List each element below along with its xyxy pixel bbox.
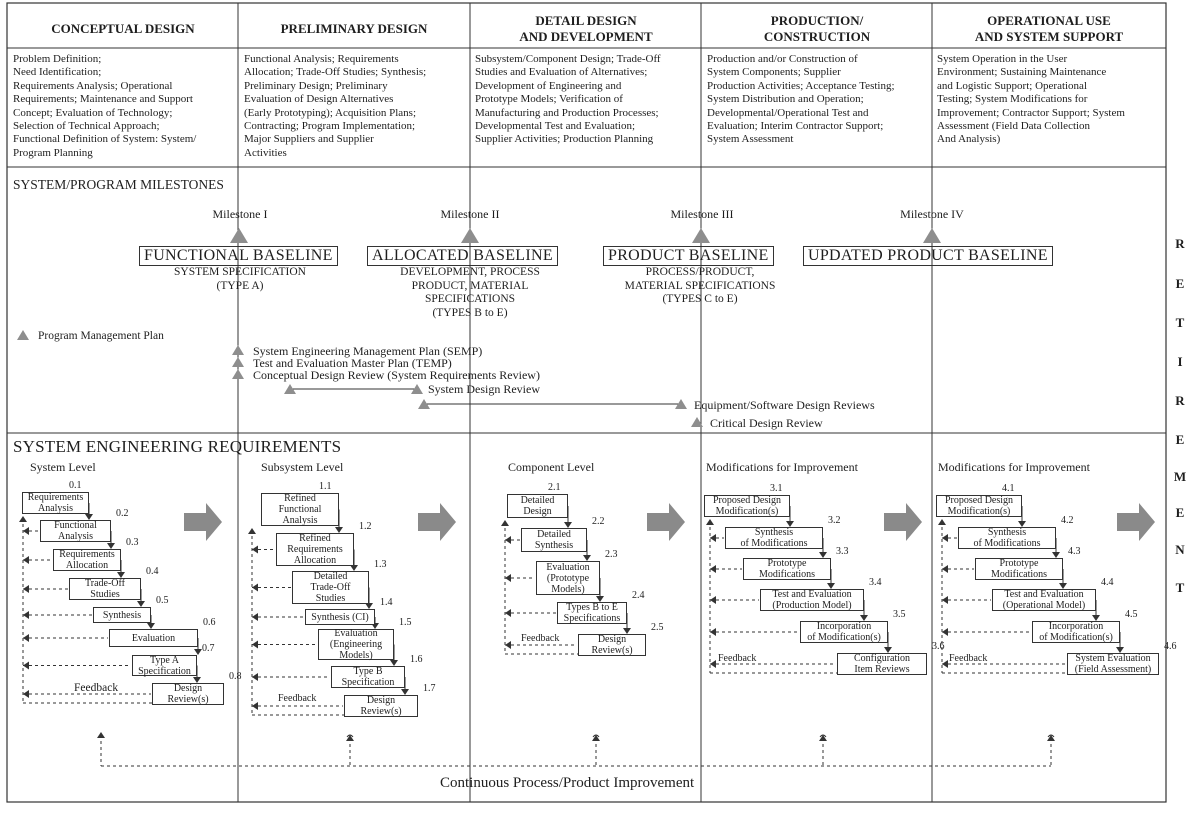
production-feedback-arrow-icon [710, 534, 716, 542]
phase-title-production: PRODUCTION/ CONSTRUCTION [763, 13, 871, 44]
production-step-box: Prototype Modifications [743, 558, 831, 580]
allocated-baseline-box: ALLOCATED BASELINE [367, 246, 558, 266]
milestone-4-triangle-icon [923, 228, 941, 243]
operational-step-number: 4.2 [1061, 515, 1074, 526]
updated-product-baseline-box: UPDATED PRODUCT BASELINE [803, 246, 1053, 266]
equipment-review-triangle-icon [675, 399, 687, 409]
system-step-number: 0.4 [146, 566, 159, 577]
subsystem-step-box: Refined Requirements Allocation [276, 533, 354, 566]
production-step-box: Proposed Design Modification(s) [704, 495, 790, 517]
system-step-box: Trade-Off Studies [69, 578, 141, 600]
operational-step-box: Proposed Design Modification(s) [936, 495, 1022, 517]
production-step-number: 3.6 [932, 641, 945, 652]
phase-arrow-icon [884, 503, 922, 541]
production-step-box: Configuration Item Reviews [837, 653, 927, 675]
phase-desc-production: Production and/or Construction of System Components; Supplier Production Activities; Acceptance Testing; System Distribution and Operation; Developmental/Operational Test and Evaluation; Interim Contractor Support; System Assessment [707, 53, 895, 146]
subsystem-step-number: 1.2 [359, 521, 372, 532]
phase-arrow-icon [1117, 503, 1155, 541]
production-step-number: 3.2 [828, 515, 841, 526]
component-feedback-arrow-icon [505, 574, 511, 582]
production-step-number: 3.4 [869, 577, 882, 588]
system-feedback-arrow-icon [23, 690, 29, 698]
production-step-number: 3.5 [893, 609, 906, 620]
system-step-number: 0.6 [203, 617, 216, 628]
program-management-plan-label: Program Management Plan [38, 330, 164, 342]
temp-triangle-icon [232, 357, 244, 367]
system-step-box: Requirements Analysis [22, 492, 89, 514]
subsystem-step-box: Design Review(s) [344, 695, 418, 717]
critical-review-label: Critical Design Review [710, 416, 823, 430]
subsystem-feedback-arrow-icon [252, 613, 258, 621]
phase-title-detail: DETAIL DESIGN AND DEVELOPMENT [519, 13, 653, 44]
functional-baseline-box: FUNCTIONAL BASELINE [139, 246, 338, 266]
phase-title-preliminary: PRELIMINARY DESIGN [280, 21, 428, 36]
equipment-review-start-triangle-icon [418, 399, 430, 409]
subsystem-feedback-arrow-icon [252, 641, 258, 649]
operational-step-number: 4.3 [1068, 546, 1081, 557]
production-feedback-arrow-icon [710, 628, 716, 636]
milestone-2-triangle-icon [461, 228, 479, 243]
retirement-letter: I [1177, 354, 1183, 369]
retirement-letter: R [1175, 236, 1185, 251]
component-step-box: Design Review(s) [578, 634, 646, 656]
production-step-number: 3.3 [836, 546, 849, 557]
component-step-box: Types B to E Specifications [557, 602, 627, 624]
continuous-improvement-label: Continuous Process/Product Improvement [440, 775, 695, 791]
requirements-section-title: SYSTEM ENGINEERING REQUIREMENTS [13, 437, 342, 456]
component-step-number: 2.5 [651, 622, 664, 633]
phase-title-conceptual: CONCEPTUAL DESIGN [51, 21, 195, 36]
subsystem-step-number: 1.1 [319, 481, 332, 492]
production-feedback-label: Feedback [718, 653, 757, 664]
cdr-triangle-icon [232, 369, 244, 379]
phase-desc-detail: Subsystem/Component Design; Trade-Off Studies and Evaluation of Alternatives; Development of Engineering and Prototype Models; Verification of Manufacturing and Production Processes; Developmental Test and Evaluation; Supplier Activities; Production Planning [475, 53, 661, 146]
production-step-box: Synthesis of Modifications [725, 527, 823, 549]
production-feedback-arrow-icon [710, 596, 716, 604]
continuous-arrow-icon [346, 735, 354, 741]
component-step-number: 2.2 [592, 516, 605, 527]
production-mods-label: Modifications for Improvement [706, 460, 858, 474]
system-step-box: Evaluation [109, 629, 198, 647]
continuous-arrow-icon [592, 735, 600, 741]
system-step-box: Synthesis [93, 607, 151, 623]
operational-feedback-arrow-icon [942, 596, 948, 604]
continuous-arrow-icon [1047, 735, 1055, 741]
production-step-box: Test and Evaluation (Production Model) [760, 589, 864, 611]
system-step-number: 0.2 [116, 508, 129, 519]
conceptual-review-label: Conceptual Design Review (System Requirements Review) [253, 368, 540, 382]
system-step-box: Type A Specification [132, 655, 197, 676]
retirement-letter: E [1175, 276, 1185, 291]
subsystem-step-box: Refined Functional Analysis [261, 493, 339, 526]
system-feedback-arrow-icon [23, 527, 29, 535]
retirement-letter: T [1175, 315, 1185, 330]
semp-triangle-icon [232, 345, 244, 355]
functional-baseline-desc: SYSTEM SPECIFICATION (TYPE A) [174, 266, 306, 292]
subsystem-step-number: 1.6 [410, 654, 423, 665]
retirement-letter: E [1175, 505, 1185, 520]
milestones-section-title: SYSTEM/PROGRAM MILESTONES [13, 177, 224, 192]
phase-title-operational: OPERATIONAL USE AND SYSTEM SUPPORT [974, 13, 1124, 44]
component-feedback-label: Feedback [521, 633, 560, 644]
operational-feedback-label: Feedback [949, 653, 988, 664]
system-step-number: 0.1 [69, 480, 82, 491]
system-step-number: 0.8 [229, 671, 242, 682]
subsystem-step-box: Detailed Trade-Off Studies [292, 571, 369, 604]
operational-feedback-arrow-icon [942, 628, 948, 636]
component-step-box: Detailed Design [507, 494, 568, 518]
system-feedback-label: Feedback [74, 682, 119, 694]
operational-mods-label: Modifications for Improvement [938, 460, 1090, 474]
system-step-number: 0.3 [126, 537, 139, 548]
subsystem-feedback-arrow-icon [252, 673, 258, 681]
system-design-review-triangle-icon [411, 384, 423, 394]
component-step-number: 2.3 [605, 549, 618, 560]
phase-arrow-icon [184, 503, 222, 541]
operational-step-number: 4.5 [1125, 609, 1138, 620]
equipment-review-label: Equipment/Software Design Reviews [694, 398, 875, 412]
retirement-letter: E [1175, 432, 1185, 447]
production-feedback-arrow-icon [710, 660, 716, 668]
semp-label: System Engineering Management Plan (SEMP) [253, 344, 483, 358]
subsystem-feedback-arrow-icon [252, 546, 258, 554]
operational-step-number: 4.6 [1164, 641, 1177, 652]
operational-step-box: Test and Evaluation (Operational Model) [992, 589, 1096, 611]
system-step-box: Functional Analysis [40, 520, 111, 542]
pmp-triangle-icon [17, 330, 29, 340]
component-feedback-arrow-icon [505, 609, 511, 617]
subsystem-level-label: Subsystem Level [261, 460, 344, 474]
system-step-number: 0.5 [156, 595, 169, 606]
critical-review-triangle-icon [691, 417, 703, 427]
operational-feedback-arrow-icon [942, 660, 948, 668]
system-level-label: System Level [30, 460, 96, 474]
component-step-box: Evaluation (Prototype Models) [536, 561, 600, 595]
production-feedback-arrow-icon [710, 565, 716, 573]
system-feedback-arrow-icon [23, 556, 29, 564]
system-step-box: Requirements Allocation [53, 549, 121, 571]
phase-arrow-icon [418, 503, 456, 541]
operational-step-number: 4.1 [1002, 483, 1015, 494]
phase-arrow-icon [647, 503, 685, 541]
subsystem-step-number: 1.7 [423, 683, 436, 694]
component-step-number: 2.1 [548, 482, 561, 493]
continuous-arrow-icon [97, 732, 105, 738]
operational-step-box: Incorporation of Modification(s) [1032, 621, 1120, 643]
system-feedback-arrow-icon [23, 662, 29, 670]
component-feedback-arrow-icon [505, 641, 511, 649]
subsystem-step-number: 1.5 [399, 617, 412, 628]
component-level-label: Component Level [508, 460, 595, 474]
subsystem-step-box: Synthesis (CI) [305, 609, 375, 625]
component-step-number: 2.4 [632, 590, 645, 601]
product-baseline-box: PRODUCT BASELINE [603, 246, 774, 266]
phase-desc-operational: System Operation in the User Environment; Sustaining Maintenance and Logistic Support; Operational Testing; System Modifications for Improvement; Contractor Support; System Assessment (Field Data Collection And Analysis) [937, 53, 1125, 146]
subsystem-feedback-arrow-icon [252, 702, 258, 710]
production-step-box: Incorporation of Modification(s) [800, 621, 888, 643]
allocated-baseline-desc: DEVELOPMENT, PROCESS PRODUCT, MATERIAL SPECIFICATIONS (TYPES B to E) [400, 266, 540, 319]
subsystem-feedback-arrow-icon [248, 528, 256, 534]
milestone-1-label: Milestone I [212, 207, 268, 221]
retirement-letter: T [1175, 580, 1185, 595]
milestone-3-triangle-icon [692, 228, 710, 243]
system-step-number: 0.7 [202, 643, 215, 654]
production-step-number: 3.1 [770, 483, 783, 494]
system-step-box: Design Review(s) [152, 683, 224, 705]
component-feedback-arrow-icon [501, 520, 509, 526]
component-step-box: Detailed Synthesis [521, 528, 587, 552]
system-design-review-label: System Design Review [428, 382, 540, 396]
operational-step-box: Prototype Modifications [975, 558, 1063, 580]
continuous-arrow-icon [819, 735, 827, 741]
operational-feedback-arrow-icon [942, 565, 948, 573]
system-feedback-arrow-icon [23, 634, 29, 642]
milestone-4-label: Milestone IV [900, 207, 964, 221]
system-feedback-arrow-icon [23, 585, 29, 593]
system-feedback-arrow-icon [19, 516, 27, 522]
operational-feedback-arrow-icon [942, 534, 948, 542]
temp-label: Test and Evaluation Master Plan (TEMP) [253, 356, 452, 370]
phase-desc-preliminary: Functional Analysis; Requirements Allocation; Trade-Off Studies; Synthesis; Preliminary Design; Preliminary Evaluation of Design Alternatives (Early Prototyping); Acquisition Plans; Contracting; Program Implementation; Major Suppliers and Supplier Activities [244, 53, 427, 159]
retirement-letter: R [1175, 393, 1185, 408]
system-feedback-arrow-icon [23, 611, 29, 619]
subsystem-feedback-label: Feedback [278, 693, 317, 704]
operational-step-box: Synthesis of Modifications [958, 527, 1056, 549]
milestone-3-label: Milestone III [670, 207, 734, 221]
component-feedback-arrow-icon [505, 536, 511, 544]
retirement-letter: N [1175, 542, 1185, 557]
operational-step-number: 4.4 [1101, 577, 1114, 588]
review-start-triangle-icon [284, 384, 296, 394]
subsystem-step-box: Type B Specification [331, 666, 405, 688]
retirement-letter: M [1173, 469, 1187, 484]
product-baseline-desc: PROCESS/PRODUCT, MATERIAL SPECIFICATIONS (TYPES C to E) [624, 266, 776, 305]
milestone-2-label: Milestone II [440, 207, 500, 221]
subsystem-step-number: 1.4 [380, 597, 393, 608]
subsystem-feedback-arrow-icon [252, 584, 258, 592]
phase-desc-conceptual: Problem Definition; Need Identification; Requirements Analysis; Operational Requirements; Maintenance and Support Concept; Evaluation of Technology; Selection of Technical Approach; Functional Definition of System: System/ Program Planning [13, 53, 197, 159]
subsystem-step-number: 1.3 [374, 559, 387, 570]
subsystem-step-box: Evaluation (Engineering Models) [318, 629, 394, 660]
production-feedback-arrow-icon [706, 519, 714, 525]
operational-step-box: System Evaluation (Field Assessment) [1067, 653, 1159, 675]
milestone-1-triangle-icon [230, 228, 248, 243]
operational-feedback-arrow-icon [938, 519, 946, 525]
